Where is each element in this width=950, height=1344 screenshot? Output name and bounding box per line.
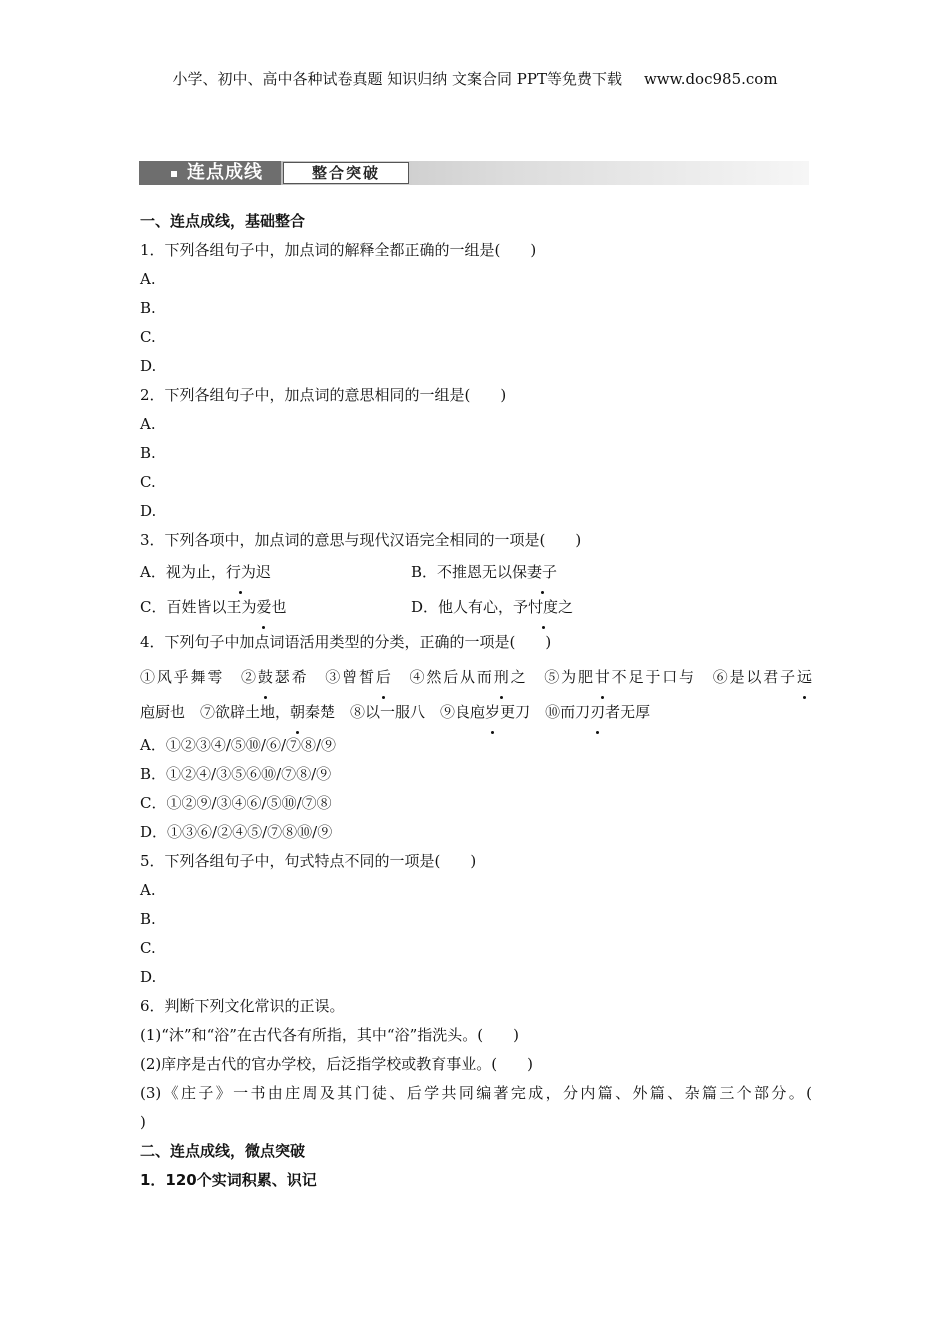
q1-stem: 1．下列各组句子中，加点词的解释全都正确的一组是( )	[140, 241, 537, 259]
sentence-text: 瑟希 ③曾皙	[272, 668, 376, 686]
q3-a-post: 迟	[255, 563, 271, 581]
q5-option-a: A.	[140, 881, 156, 899]
section2-item-1: 1．120个实词积累、识记	[140, 1171, 317, 1189]
q3-options-row1	[140, 555, 812, 590]
dotted-word: 岁	[485, 695, 500, 730]
q4-option-b: B．①②④/③⑤⑥⑩/⑦⑧/⑨	[140, 765, 332, 783]
section-banner	[139, 149, 809, 189]
page-header	[0, 68, 950, 89]
q3-a-dotted: 行为	[226, 555, 256, 590]
q6-item-3: (3)《庄子》一书由庄周及其门徒、后学共同编著完成，分内篇、外篇、杂篇三个部分。(	[140, 1084, 812, 1102]
q3-d-pre: D．他人有心，予	[411, 598, 529, 616]
header-tagline: 小学、初中、高中各种试卷真题 知识归纳 文案合同 PPT等免费下载	[172, 70, 622, 88]
q2-option-d: D.	[140, 502, 157, 520]
q3-b-pre: B．不推恩无以保	[411, 563, 528, 581]
q6-item-2: (2)庠序是古代的官办学校，后泛指学校或教育事业。( )	[140, 1055, 533, 1073]
q5-stem: 5．下列各组句子中，句式特点不同的一项是( )	[140, 852, 477, 870]
q2-option-a: A.	[140, 415, 156, 433]
banner-subtitle: 整合突破	[311, 164, 380, 182]
header-url: www.doc985.com	[643, 70, 778, 88]
dotted-word: 甘	[595, 660, 610, 695]
banner-title: 连点成线	[187, 162, 263, 183]
q4-sentences-line1	[140, 660, 812, 695]
q4-stem: 4．下列句子中加点词语活用类型的分类，正确的一项是( )	[140, 633, 552, 651]
section1-title: 一、连点成线，基础整合	[140, 212, 306, 230]
q3-d-dotted: 忖度	[528, 590, 558, 625]
q3-option-a	[140, 555, 411, 590]
sentence-text: ①风乎舞雩 ②	[140, 668, 258, 686]
q1-option-a: A.	[140, 270, 156, 288]
q1-option-b: B.	[140, 299, 156, 317]
section2-title: 二、连点成线，微点突破	[140, 1142, 306, 1160]
q4-option-c: C．①②⑨/③④⑥/⑤⑩/⑦⑧	[140, 794, 332, 812]
q4-sentences-line2	[140, 695, 812, 730]
dotted-word: 远	[797, 660, 812, 695]
q3-option-c	[140, 590, 411, 625]
dotted-word: 后	[376, 660, 391, 695]
q5-option-b: B.	[140, 910, 156, 928]
q6-stem: 6．判断下列文化常识的正误。	[140, 997, 345, 1015]
q3-option-d	[411, 590, 682, 625]
sentence-text: 秦楚 ⑧以一服八 ⑨良庖	[305, 703, 486, 721]
q3-stem: 3．下列各项中，加点词的意思与现代汉语完全相同的一项是( )	[140, 531, 582, 549]
sentence-text: 不足于口与 ⑥是以君子	[609, 668, 797, 686]
q1-option-c: C.	[140, 328, 156, 346]
q3-c-pre: C．百姓皆以王为	[140, 598, 257, 616]
dotted-word: 刃	[590, 695, 605, 730]
dotted-word: 鼓	[258, 660, 273, 695]
q1-option-d: D.	[140, 357, 157, 375]
q3-options-row2	[140, 590, 812, 625]
dotted-word: 刑	[494, 660, 509, 695]
q3-d-post: 之	[558, 598, 574, 616]
q5-option-d: D.	[140, 968, 157, 986]
worksheet-body	[140, 207, 812, 1195]
q3-c-post: 也	[271, 598, 287, 616]
q5-option-c: C.	[140, 939, 156, 957]
q3-b-dotted: 妻子	[527, 555, 557, 590]
banner-subtitle-box	[283, 162, 409, 184]
sentence-text: 之 ⑤为肥	[508, 668, 595, 686]
q3-c-dotted: 爱	[256, 590, 271, 625]
sentence-text: 庖厨也 ⑦欲辟土地，	[140, 703, 291, 721]
q3-option-b	[411, 555, 682, 590]
q2-option-b: B.	[140, 444, 156, 462]
q6-item-3-close: )	[140, 1113, 146, 1131]
q4-option-a: A．①②③④/⑤⑩/⑥/⑦⑧/⑨	[140, 736, 337, 754]
sentence-text: 更刀 ⑩而刀	[500, 703, 591, 721]
q6-item-1: (1)“沐”和“浴”在古代各有所指，其中“浴”指洗头。( )	[140, 1026, 519, 1044]
square-bullet-icon	[171, 171, 177, 177]
q2-option-c: C.	[140, 473, 156, 491]
q2-stem: 2．下列各组句子中，加点词的意思相同的一组是( )	[140, 386, 507, 404]
q4-option-d: D．①③⑥/②④⑤/⑦⑧⑩/⑨	[140, 823, 333, 841]
sentence-text: 者无厚	[605, 703, 651, 721]
dotted-word: 朝	[290, 695, 305, 730]
sentence-text: ④然后从而	[390, 668, 494, 686]
q3-a-pre: A．视为止，	[140, 563, 226, 581]
